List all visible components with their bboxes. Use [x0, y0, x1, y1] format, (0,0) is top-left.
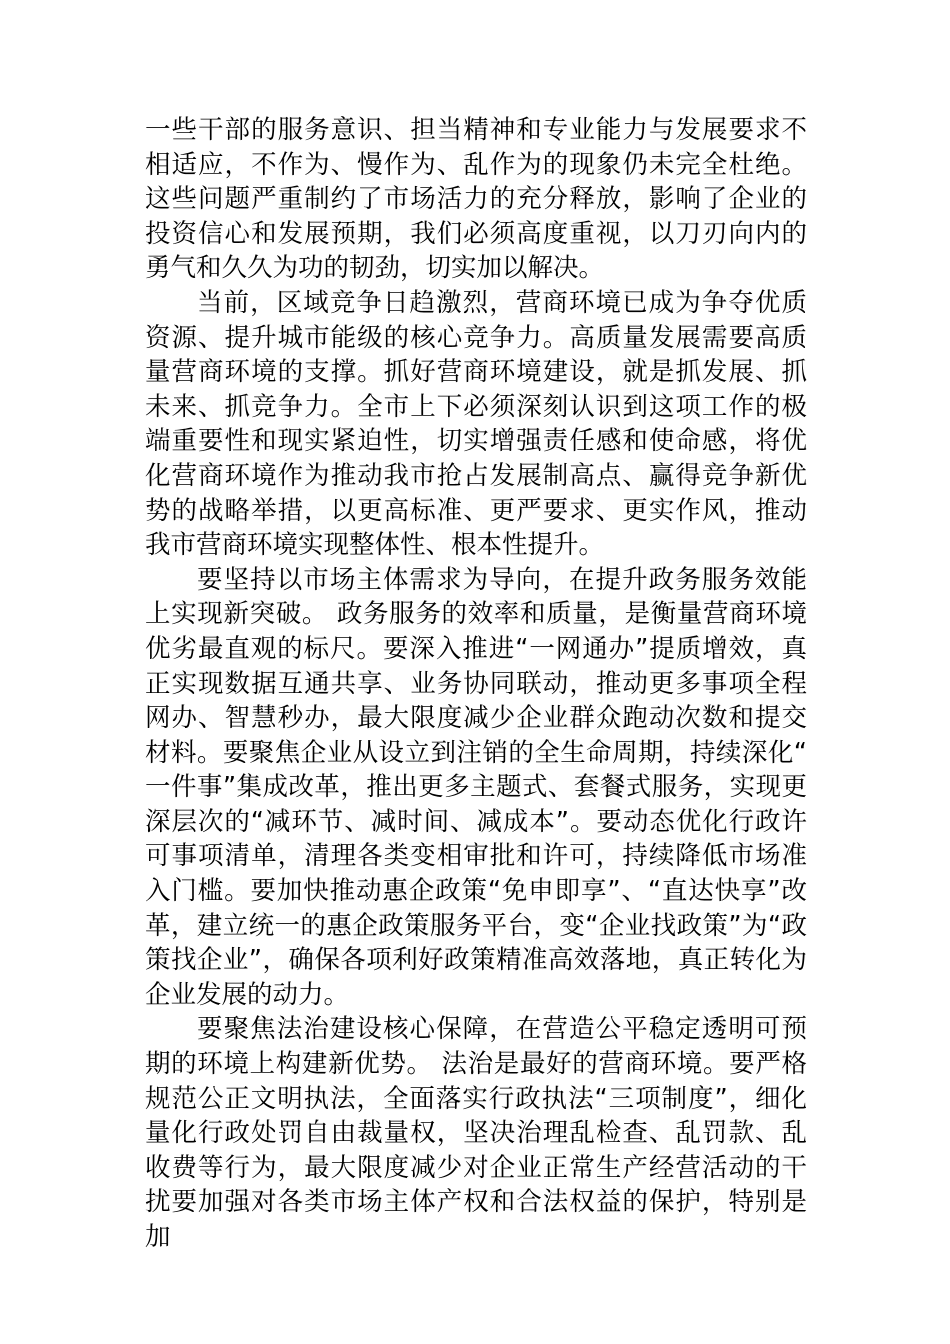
paragraph-2: 当前，区域竞争日趋激烈，营商环境已成为争夺优质资源、提升城市能级的核心竞争力。高质量发展需要高质量营商环境的支撑。抓好营商环境建设，就是抓发展、抓未来、抓竞争力。全市上下必须深刻认识到这项工作的极端重要性和现实紧迫性，切实增强责任感和使命感，将优化营商环境作为推动我市抢占发展制高点、赢得竞争新优势的战略举措，以更高标准、更严要求、更实作风，推动我市营商环境实现整体性、根本性提升。: [145, 287, 807, 561]
document-body: [145, 113, 807, 1255]
paragraph-4: 要聚焦法治建设核心保障，在营造公平稳定透明可预期的环境上构建新优势。 法治是最好的营商环境。要严格规范公正文明执法，全面落实行政执法“三项制度”，细化量化行政处罚自由裁量权，坚决治理乱检查、乱罚款、乱收费等行为，最大限度减少对企业正常生产经营活动的干扰要加强对各类市场主体产权和合法权益的保护，特别是加: [145, 1014, 807, 1252]
paragraph-1: 一些干部的服务意识、担当精神和专业能力与发展要求不相适应，不作为、慢作为、乱作为的现象仍未完全杜绝。这些问题严重制约了市场活力的充分释放，影响了企业的投资信心和发展预期，我们必须高度重视，以刀刃向内的勇气和久久为功的韧劲，切实加以解决。: [145, 115, 807, 284]
paragraph-3: 要坚持以市场主体需求为导向，在提升政务服务效能上实现新突破。 政务服务的效率和质量，是衡量营商环境优劣最直观的标尺。要深入推进“一网通办”提质增效，真正实现数据互通共享、业务协同联动，推动更多事项全程网办、智慧秒办，最大限度减少企业群众跑动次数和提交材料。要聚焦企业从设立到注销的全生命周期，持续深化“一件事”集成改革，推出更多主题式、套餐式服务，实现更深层次的“减环节、减时间、减成本”。要动态优化行政许可事项清单，清理各类变相审批和许可，持续降低市场准入门槛。要加快推动惠企政策“免申即享”、“直达快享”改革，建立统一的惠企政策服务平台，变“企业找政策”为“政策找企业”，确保各项利好政策精准高效落地，真正转化为企业发展的动力。: [145, 564, 807, 1010]
